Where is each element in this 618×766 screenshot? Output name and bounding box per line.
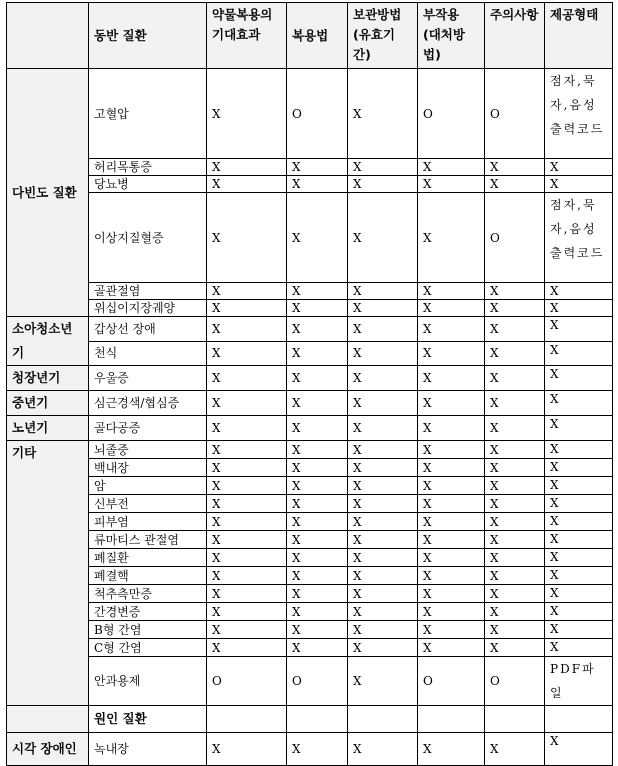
value-cell: X: [485, 341, 545, 366]
value-cell: [348, 706, 418, 733]
table-row: [7, 193, 613, 283]
header-format: 제공형태: [545, 3, 613, 69]
condition-cell: 안과용제: [89, 657, 207, 706]
value-cell: X: [207, 585, 287, 603]
format-cell: PDF파일: [545, 657, 613, 706]
value-cell: X: [485, 441, 545, 459]
value-cell: X: [207, 317, 287, 342]
value-cell: X: [287, 391, 348, 416]
value-cell: X: [418, 283, 485, 300]
value-cell: X: [418, 317, 485, 342]
value-cell: X: [418, 495, 485, 513]
value-cell: O: [418, 69, 485, 159]
format-cell: X: [545, 477, 613, 495]
value-cell: X: [287, 585, 348, 603]
value-cell: X: [418, 459, 485, 477]
value-cell: X: [485, 416, 545, 441]
condition-cell: 허리목통증: [89, 159, 207, 176]
group-label: 노년기: [7, 416, 89, 441]
value-cell: X: [485, 495, 545, 513]
condition-cell: B형 간염: [89, 621, 207, 639]
header-dosage: 복용법: [287, 3, 348, 69]
format-cell: X: [545, 513, 613, 531]
value-cell: X: [287, 733, 348, 766]
condition-cell: 당뇨병: [89, 176, 207, 193]
value-cell: X: [485, 603, 545, 621]
value-cell: X: [348, 341, 418, 366]
format-cell: X: [545, 317, 613, 342]
value-cell: X: [287, 416, 348, 441]
value-cell: O: [485, 657, 545, 706]
value-cell: X: [207, 549, 287, 567]
condition-cell: 류마티스 관절염: [89, 531, 207, 549]
format-cell: [545, 706, 613, 733]
value-cell: X: [207, 193, 287, 283]
value-cell: X: [418, 366, 485, 391]
header-row: [7, 3, 613, 69]
value-cell: X: [348, 317, 418, 342]
value-cell: X: [418, 733, 485, 766]
format-cell: X: [545, 603, 613, 621]
condition-cell: 골다공증: [89, 416, 207, 441]
header-condition: 동반 질환: [89, 3, 207, 69]
value-cell: X: [348, 733, 418, 766]
value-cell: X: [418, 513, 485, 531]
table-row: [7, 585, 613, 603]
value-cell: X: [485, 391, 545, 416]
value-cell: X: [418, 391, 485, 416]
value-cell: X: [418, 585, 485, 603]
condition-cell: 피부염: [89, 513, 207, 531]
value-cell: [287, 706, 348, 733]
header-corner: [7, 3, 89, 69]
table-row: [7, 531, 613, 549]
value-cell: X: [287, 567, 348, 585]
value-cell: X: [207, 495, 287, 513]
condition-cell: 심근경색/협심증: [89, 391, 207, 416]
table-row: [7, 657, 613, 706]
header-storage: 보관방법 (유효기간): [348, 3, 418, 69]
condition-cell: 백내장: [89, 459, 207, 477]
condition-cell: 폐질환: [89, 549, 207, 567]
value-cell: X: [485, 300, 545, 317]
value-cell: X: [418, 567, 485, 585]
condition-cell: 뇌졸중: [89, 441, 207, 459]
value-cell: [418, 706, 485, 733]
value-cell: X: [287, 300, 348, 317]
value-cell: X: [485, 459, 545, 477]
value-cell: X: [348, 176, 418, 193]
value-cell: X: [485, 639, 545, 657]
value-cell: X: [287, 317, 348, 342]
value-cell: [207, 706, 287, 733]
value-cell: X: [348, 477, 418, 495]
value-cell: X: [348, 603, 418, 621]
value-cell: X: [348, 159, 418, 176]
group-label: 중년기: [7, 391, 89, 416]
group-label: 다빈도 질환: [7, 69, 89, 317]
table-row: [7, 317, 613, 342]
value-cell: X: [348, 495, 418, 513]
value-cell: X: [485, 585, 545, 603]
value-cell: O: [418, 657, 485, 706]
value-cell: X: [207, 159, 287, 176]
table-row: [7, 567, 613, 585]
table-row: [7, 283, 613, 300]
value-cell: X: [207, 603, 287, 621]
table-row: [7, 341, 613, 366]
value-cell: X: [418, 193, 485, 283]
value-cell: O: [287, 69, 348, 159]
table-row: [7, 706, 613, 733]
format-cell: X: [545, 639, 613, 657]
value-cell: X: [418, 639, 485, 657]
value-cell: X: [418, 531, 485, 549]
value-cell: X: [287, 283, 348, 300]
format-cell: X: [545, 567, 613, 585]
value-cell: X: [348, 459, 418, 477]
value-cell: X: [287, 477, 348, 495]
format-cell: X: [545, 366, 613, 391]
condition-cell: 원인 질환: [89, 706, 207, 733]
format-cell: X: [545, 495, 613, 513]
group-label: 청장년기: [7, 366, 89, 391]
format-cell: X: [545, 159, 613, 176]
value-cell: X: [287, 603, 348, 621]
table-row: [7, 459, 613, 477]
value-cell: X: [418, 341, 485, 366]
format-cell: X: [545, 531, 613, 549]
value-cell: X: [418, 416, 485, 441]
value-cell: X: [348, 69, 418, 159]
value-cell: X: [287, 366, 348, 391]
table-row: [7, 366, 613, 391]
value-cell: X: [207, 416, 287, 441]
table-row: [7, 639, 613, 657]
format-cell: X: [545, 459, 613, 477]
table-row: [7, 441, 613, 459]
value-cell: X: [287, 513, 348, 531]
value-cell: X: [207, 176, 287, 193]
value-cell: X: [485, 513, 545, 531]
table-row: [7, 159, 613, 176]
header-effect: 약물복용의 기대효과: [207, 3, 287, 69]
condition-cell: 골관절염: [89, 283, 207, 300]
table-row: [7, 603, 613, 621]
value-cell: X: [287, 531, 348, 549]
format-cell: X: [545, 585, 613, 603]
value-cell: X: [207, 341, 287, 366]
value-cell: X: [348, 300, 418, 317]
condition-cell: 천식: [89, 341, 207, 366]
condition-cell: 위십이지장궤양: [89, 300, 207, 317]
value-cell: X: [418, 300, 485, 317]
table-row: [7, 621, 613, 639]
value-cell: X: [418, 621, 485, 639]
value-cell: X: [207, 621, 287, 639]
table-row: [7, 69, 613, 159]
header-side-effects: 부작용 (대처방법): [418, 3, 485, 69]
condition-cell: 간경변증: [89, 603, 207, 621]
value-cell: X: [348, 567, 418, 585]
condition-cell: 척추측만증: [89, 585, 207, 603]
value-cell: X: [348, 531, 418, 549]
value-cell: X: [418, 477, 485, 495]
value-cell: X: [207, 69, 287, 159]
condition-cell: 우울증: [89, 366, 207, 391]
value-cell: X: [287, 341, 348, 366]
table-row: [7, 477, 613, 495]
value-cell: X: [485, 621, 545, 639]
value-cell: X: [348, 391, 418, 416]
value-cell: O: [485, 69, 545, 159]
value-cell: X: [207, 300, 287, 317]
value-cell: X: [287, 639, 348, 657]
value-cell: X: [287, 621, 348, 639]
value-cell: X: [348, 366, 418, 391]
format-cell: X: [545, 300, 613, 317]
format-cell: 점자,묵자,음성출력코드: [545, 69, 613, 159]
format-cell: X: [545, 176, 613, 193]
format-cell: X: [545, 549, 613, 567]
value-cell: X: [348, 657, 418, 706]
condition-cell: 고혈압: [89, 69, 207, 159]
value-cell: X: [348, 416, 418, 441]
format-cell: X: [545, 416, 613, 441]
group-label: 시각 장애인: [7, 733, 89, 766]
value-cell: X: [207, 513, 287, 531]
value-cell: X: [287, 441, 348, 459]
value-cell: X: [348, 621, 418, 639]
table-row: [7, 176, 613, 193]
value-cell: X: [287, 176, 348, 193]
value-cell: X: [418, 549, 485, 567]
value-cell: O: [485, 193, 545, 283]
value-cell: X: [485, 549, 545, 567]
value-cell: X: [485, 159, 545, 176]
value-cell: X: [287, 193, 348, 283]
value-cell: X: [485, 531, 545, 549]
condition-cell: 신부전: [89, 495, 207, 513]
table-row: [7, 513, 613, 531]
group-label: 기타: [7, 441, 89, 706]
drug-info-table: [6, 2, 613, 766]
value-cell: X: [207, 441, 287, 459]
condition-cell: 암: [89, 477, 207, 495]
value-cell: X: [348, 549, 418, 567]
value-cell: X: [287, 159, 348, 176]
value-cell: X: [348, 639, 418, 657]
value-cell: X: [485, 477, 545, 495]
format-cell: X: [545, 441, 613, 459]
value-cell: X: [485, 366, 545, 391]
format-cell: X: [545, 391, 613, 416]
value-cell: [485, 706, 545, 733]
table-row: [7, 549, 613, 567]
header-caution: 주의사항: [485, 3, 545, 69]
value-cell: X: [287, 459, 348, 477]
value-cell: X: [418, 176, 485, 193]
table-row: [7, 416, 613, 441]
format-cell: 점자,묵자,음성출력코드: [545, 193, 613, 283]
group-label: 소아청소년기: [7, 317, 89, 366]
value-cell: X: [207, 283, 287, 300]
value-cell: X: [207, 366, 287, 391]
format-cell: X: [545, 341, 613, 366]
table-row: [7, 495, 613, 513]
condition-cell: C형 간염: [89, 639, 207, 657]
value-cell: X: [418, 603, 485, 621]
value-cell: X: [485, 567, 545, 585]
value-cell: X: [485, 317, 545, 342]
value-cell: X: [418, 441, 485, 459]
value-cell: X: [485, 283, 545, 300]
value-cell: X: [348, 441, 418, 459]
table-row: [7, 391, 613, 416]
value-cell: X: [207, 459, 287, 477]
value-cell: X: [207, 639, 287, 657]
format-cell: X: [545, 283, 613, 300]
condition-cell: 녹내장: [89, 733, 207, 766]
table-row: [7, 300, 613, 317]
condition-cell: 폐결핵: [89, 567, 207, 585]
value-cell: O: [207, 657, 287, 706]
value-cell: X: [485, 176, 545, 193]
value-cell: X: [348, 283, 418, 300]
value-cell: X: [207, 477, 287, 495]
condition-cell: 이상지질혈증: [89, 193, 207, 283]
value-cell: X: [485, 733, 545, 766]
value-cell: X: [348, 585, 418, 603]
value-cell: X: [207, 531, 287, 549]
value-cell: X: [287, 495, 348, 513]
value-cell: X: [207, 567, 287, 585]
condition-cell: 갑상선 장애: [89, 317, 207, 342]
table-row: [7, 733, 613, 766]
value-cell: X: [418, 159, 485, 176]
value-cell: O: [287, 657, 348, 706]
format-cell: X: [545, 733, 613, 766]
value-cell: X: [207, 391, 287, 416]
group-label: [7, 706, 89, 733]
value-cell: X: [287, 549, 348, 567]
value-cell: X: [348, 193, 418, 283]
value-cell: X: [348, 513, 418, 531]
value-cell: X: [207, 733, 287, 766]
format-cell: X: [545, 621, 613, 639]
